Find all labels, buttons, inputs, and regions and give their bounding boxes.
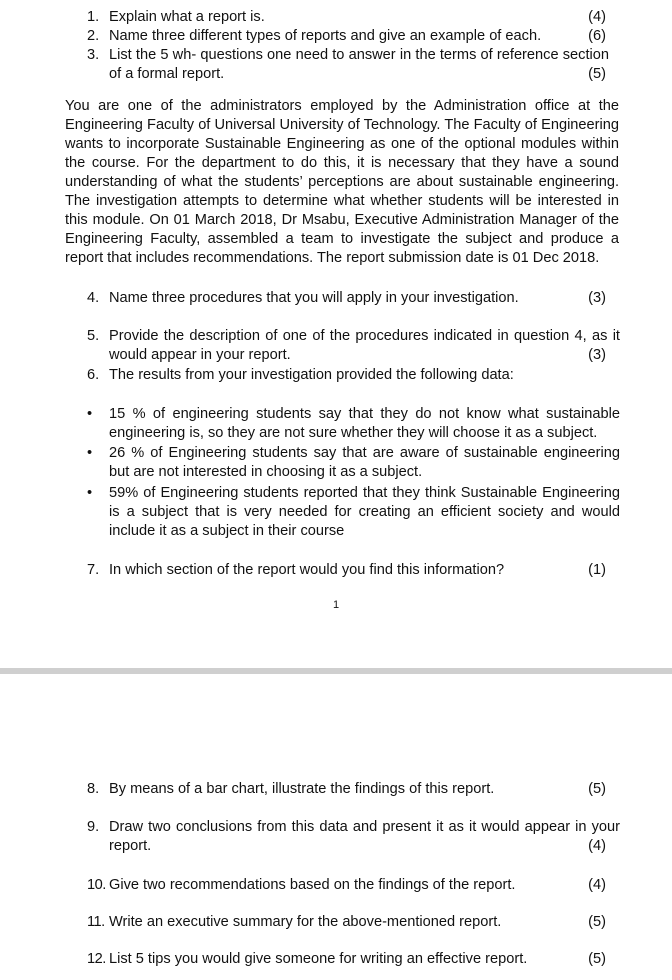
question-number: 2. [87, 28, 100, 44]
question-text: Write an executive summary for the above-mentioned report. [109, 914, 502, 930]
question-5 [87, 327, 620, 365]
question-number: 11. [87, 914, 105, 930]
question-marks: (4) [588, 877, 606, 893]
bullet-point: • [87, 406, 93, 422]
question-6 [87, 366, 620, 385]
page-2 [0, 674, 672, 980]
question-3 [87, 46, 620, 84]
finding-item [87, 444, 620, 482]
question-11 [87, 913, 620, 932]
question-text: Name three different types of reports and give an example of each. [109, 28, 542, 44]
question-text: Draw two conclusions from this data and present it as it would appear in your report. [109, 819, 620, 854]
question-1 [87, 8, 620, 27]
bullet-point: • [87, 445, 93, 461]
finding-item [87, 484, 620, 541]
finding-item [87, 405, 620, 443]
question-text: Provide the description of one of the procedures indicated in question 4, as it would appear in your report. [109, 328, 620, 363]
question-text: Explain what a report is. [109, 9, 265, 25]
question-text: List the 5 wh- questions one need to answer in the terms of reference section of a formal report. [109, 47, 609, 82]
question-10 [87, 876, 620, 895]
question-marks: (5) [588, 914, 606, 930]
question-4 [87, 289, 620, 308]
question-2 [87, 27, 620, 46]
question-text: List 5 tips you would give someone for writing an effective report. [109, 951, 528, 967]
question-marks: (6) [588, 28, 606, 44]
finding-text: 59% of Engineering students reported that they think Sustainable Engineering is a subject that is very needed for creating an efficient society and would include it as a subject in their course [109, 485, 620, 539]
question-number: 10. [87, 877, 106, 893]
question-text: In which section of the report would you find this information? [109, 562, 505, 578]
question-12 [87, 950, 620, 969]
question-number: 5. [87, 328, 100, 344]
finding-text: 15 % of engineering students say that they do not know what sustainable engineering is, so they are not sure whether they will choose it as a subject. [109, 406, 620, 441]
question-number: 12. [87, 951, 106, 967]
question-number: 9. [87, 819, 100, 835]
question-marks: (5) [588, 951, 606, 967]
question-marks: (5) [588, 781, 606, 797]
question-text: By means of a bar chart, illustrate the findings of this report. [109, 781, 495, 797]
question-9 [87, 818, 620, 856]
question-marks: (5) [588, 66, 606, 82]
scenario-paragraph: You are one of the administrators employed by the Administration office at the Engineering Faculty of Universal University of Technology. The Faculty of Engineering wants to incorporate Sustainable Engineering as one of the optional modules within the course. For the department to do this, it is necessary that they have a sound understanding of what the students’ perceptions are about sustainable engineering. The investigation attempts to determine what whether students will be interested in this module. On 01 March 2018, Dr Msabu, Executive Administration Manager of the Engineering Faculty, assembled a team to investigate the subject and produce a report that includes recommendations. The report submission date is 01 Dec 2018. [65, 98, 619, 266]
page-number: 1 [332, 599, 340, 611]
question-number: 7. [87, 562, 100, 578]
question-marks: (4) [588, 9, 606, 25]
question-8 [87, 780, 620, 799]
bullet-point: • [87, 485, 93, 501]
question-text: Name three procedures that you will apply in your investigation. [109, 290, 519, 306]
question-marks: (3) [588, 290, 606, 306]
question-number: 3. [87, 47, 100, 63]
question-number: 4. [87, 290, 100, 306]
question-number: 1. [87, 9, 100, 25]
question-text: The results from your investigation provided the following data: [109, 367, 514, 383]
question-marks: (3) [588, 347, 606, 363]
question-text: Give two recommendations based on the findings of the report. [109, 877, 516, 893]
question-marks: (4) [588, 838, 606, 854]
question-7 [87, 561, 620, 580]
question-number: 8. [87, 781, 100, 797]
question-number: 6. [87, 367, 100, 383]
finding-text: 26 % of Engineering students say that are aware of sustainable engineering but are not interested in choosing it as a subject. [109, 445, 620, 480]
question-marks: (1) [588, 562, 606, 578]
